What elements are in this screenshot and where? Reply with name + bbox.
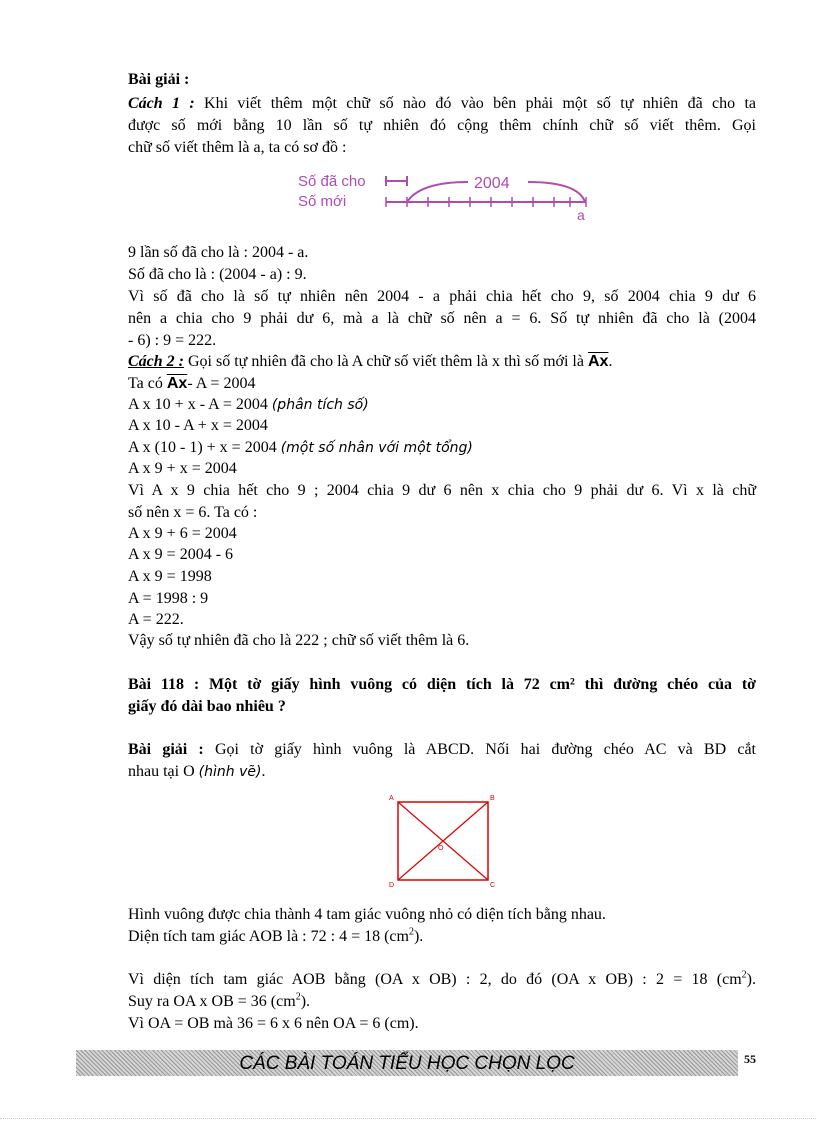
text-line: Vì diện tích tam giác AOB bằng (OA x OB) : 2, do đó (OA x OB) : 2 = 18 $(cm^2)$. xyxy=(128,969,756,988)
text-line: Suy ra OA x OB = 36 $(cm^2)$. xyxy=(128,991,311,1010)
text-line: - 6) : 9 = 222. xyxy=(128,332,217,349)
equation: A x 9 + x = 2004 xyxy=(128,460,237,477)
page-number: 55 xyxy=(744,1052,756,1066)
conclusion: Vậy số tự nhiên đã cho là 222 ; chữ số viết thêm là 6. xyxy=(128,632,470,649)
footer-bar xyxy=(76,1050,738,1076)
page-edge-divider xyxy=(0,1118,816,1119)
text-line: Ta có $\overline{Ax}-$ A = 2004 xyxy=(128,375,256,392)
method1-label: Cách 1 : xyxy=(128,95,195,112)
equation: A x 9 + 6 = 2004 xyxy=(128,525,237,542)
square-diagram xyxy=(385,790,505,890)
equation: A x (10 - 1) + x = 2004 (một số nhân với một tổng) xyxy=(128,439,473,456)
text-line: số nên x = 6. Ta có : xyxy=(128,504,258,521)
text-line: Hình vuông được chia thành 4 tam giác vuông nhỏ có diện tích bằng nhau. xyxy=(128,906,606,923)
diagram-value: 2004 xyxy=(474,175,510,192)
diagram-label-new: Số mới xyxy=(298,193,347,210)
text-line: Vì OA = OB mà 36 = 6 x 6 nên OA = 6 (cm). xyxy=(128,1015,419,1032)
text-line: Vì A x 9 chia hết cho 9 ; 2004 chia 9 dư 6 nên x chia cho 9 phải dư 6. Vì x là chữ xyxy=(128,482,756,499)
vertex-d: D xyxy=(389,882,395,889)
diagram-label-given: Số đã cho xyxy=(298,173,366,190)
method1-line3: chữ số viết thêm là a, ta có sơ đồ : xyxy=(128,139,347,156)
method2-line: Cách 2 : Gọi số tự nhiên đã cho là A chữ số viết thêm là x thì số mới là $\overline{Ax}$. xyxy=(128,353,613,370)
problem-title-cont: giấy đó dài bao nhiêu ? xyxy=(128,698,286,715)
equation: A = 222. xyxy=(128,611,184,628)
equation: A x 9 = 2004 - 6 xyxy=(128,546,234,563)
solution-label: Bài giải : xyxy=(128,741,204,758)
footer-title: CÁC BÀI TOÁN TIỂU HỌC CHỌN LỌC xyxy=(239,1053,575,1074)
vertex-b: B xyxy=(490,795,495,802)
method1-line1: Cách 1 : Khi viết thêm một chữ số nào đó vào bên phải một số tự nhiên đã cho ta xyxy=(128,95,757,112)
solution-line: Bài giải : Gọi tờ giấy hình vuông là ABCD. Nối hai đường chéo AC và BD cắt xyxy=(128,741,757,758)
equation: A x 10 - A + x = 2004 xyxy=(128,417,268,434)
problem-title: Bài 118 : Một tờ giấy hình vuông có diện tích là 72 cm² thì đường chéo của tờ xyxy=(128,676,756,693)
text-line: Số đã cho là : (2004 - a) : 9. xyxy=(128,266,307,283)
equation: A x 10 + x - A = 2004 (phân tích số) xyxy=(128,396,369,413)
vertex-a: A xyxy=(389,795,394,802)
segment-diagram xyxy=(290,166,610,224)
center-o: O xyxy=(438,845,444,852)
text-line: nên a chia cho 9 phải dư 6, mà a là chữ số nên a = 6. Số tự nhiên đã cho là (2004 xyxy=(128,310,756,327)
equation: A = 1998 : 9 xyxy=(128,590,209,607)
text-line: 9 lần số đã cho là : 2004 - a. xyxy=(128,244,309,261)
solution-line: nhau tại O (hình vẽ). xyxy=(128,763,266,780)
text-line: Diện tích tam giác AOB là : 72 : 4 = 18 $(cm^2)$. xyxy=(128,926,424,945)
equation: A x 9 = 1998 xyxy=(128,568,212,585)
method2-label: Cách 2 : xyxy=(128,353,184,370)
method1-line2: được số mới bằng 10 lần số tự nhiên đó cộng thêm chính chữ số viết thêm. Gọi xyxy=(128,117,756,134)
text-line: Vì số đã cho là số tự nhiên nên 2004 - a phải chia hết cho 9, số 2004 chia 9 dư 6 xyxy=(128,288,756,305)
diagram-end-label: a xyxy=(577,207,585,223)
solution-heading: Bài giải : xyxy=(128,71,190,88)
vertex-c: C xyxy=(490,882,496,889)
